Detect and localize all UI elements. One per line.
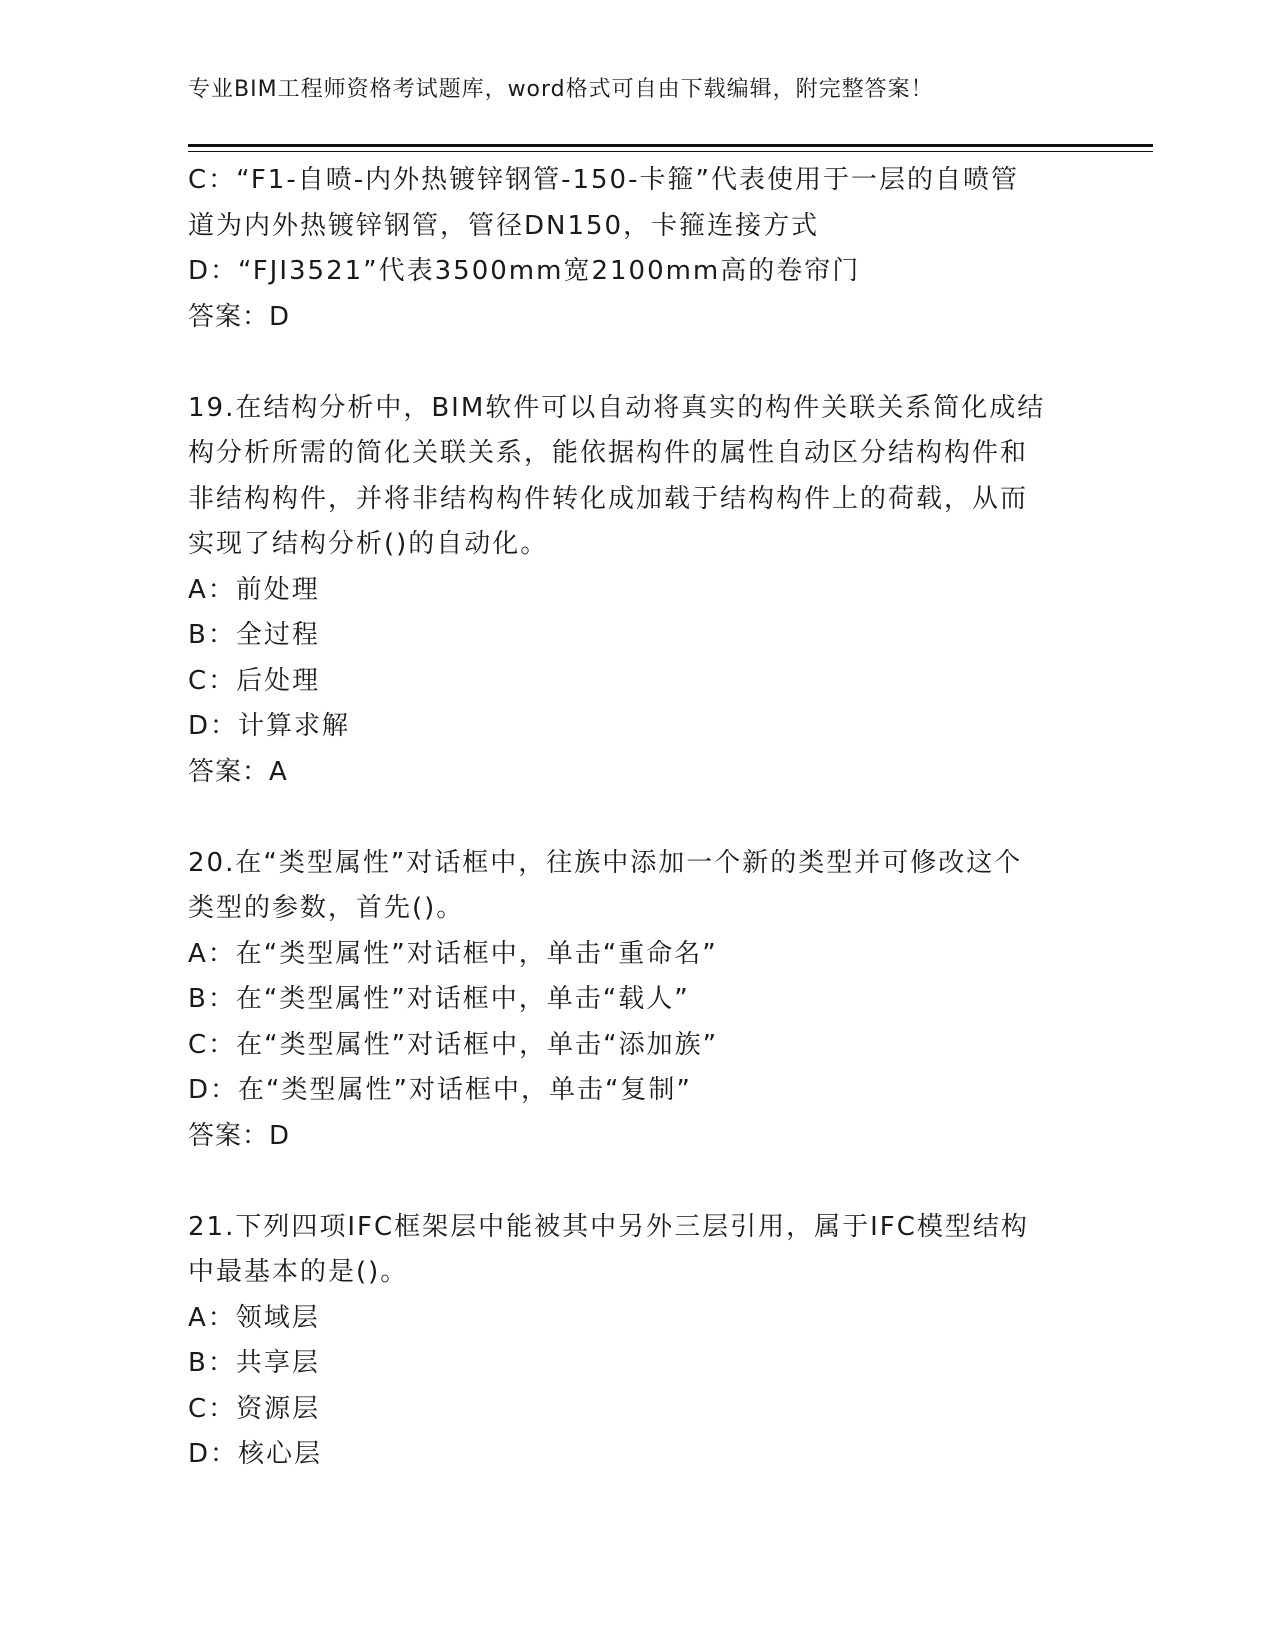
option-a: A：前处理 — [188, 574, 320, 605]
option-d: D：“FJI3521”代表3500mm宽2100mm高的卷帘门 — [188, 256, 861, 286]
spacer — [188, 1159, 1088, 1205]
spacer — [188, 795, 1088, 841]
option-c: C：后处理 — [188, 665, 321, 696]
question-19 — [188, 386, 1088, 796]
spacer — [188, 340, 1088, 386]
question-stem: 20.在“类型属性”对话框中，往族中添加一个新的类型并可修改这个 — [188, 847, 1023, 878]
question-stem: 实现了结构分析()的自动化。 — [188, 529, 549, 559]
option-c-continued: 道为内外热镀锌钢管，管径DN150，卡箍连接方式 — [188, 210, 820, 241]
header-rule-thin — [188, 151, 1153, 152]
question-stem: 构分析所需的简化关联关系，能依据构件的属性自动区分结构构件和 — [188, 438, 1029, 468]
question-20 — [188, 841, 1088, 1160]
question-stem: 21.下列四项IFC框架层中能被其中另外三层引用，属于IFC模型结构 — [188, 1211, 1029, 1242]
answer: 答案：D — [188, 301, 291, 332]
option-c: C：“F1-自喷-内外热镀锌钢管-150-卡箍”代表使用于一层的自喷管 — [188, 165, 1019, 195]
question-content — [188, 158, 1088, 1478]
option-d: D：在“类型属性”对话框中，单击“复制” — [188, 1075, 692, 1105]
question-stem: 类型的参数，首先()。 — [188, 893, 465, 923]
option-b: B：在“类型属性”对话框中，单击“载人” — [188, 984, 690, 1014]
option-d: D：计算求解 — [188, 711, 351, 741]
option-a: A：在“类型属性”对话框中，单击“重命名” — [188, 938, 718, 969]
answer: 答案：D — [188, 1120, 291, 1151]
question-stem: 非结构构件，并将非结构构件转化成加载于结构构件上的荷载，从而 — [188, 483, 1029, 514]
header-rule-thick — [188, 144, 1153, 147]
question-stem: 中最基本的是()。 — [188, 1257, 409, 1287]
option-c: C：在“类型属性”对话框中，单击“添加族” — [188, 1029, 719, 1060]
option-d: D：核心层 — [188, 1439, 323, 1469]
option-b: B：全过程 — [188, 620, 320, 650]
page-header: 专业BIM工程师资格考试题库，word格式可自由下载编辑，附完整答案！ — [188, 77, 934, 102]
question-21 — [188, 1205, 1088, 1478]
answer: 答案：A — [188, 756, 288, 787]
option-c: C：资源层 — [188, 1393, 321, 1424]
option-a: A：领域层 — [188, 1302, 320, 1333]
question-stem: 19.在结构分析中，BIM软件可以自动将真实的构件关联关系简化成结 — [188, 392, 1046, 423]
option-b: B：共享层 — [188, 1348, 320, 1378]
question-18-continuation — [188, 158, 1088, 340]
